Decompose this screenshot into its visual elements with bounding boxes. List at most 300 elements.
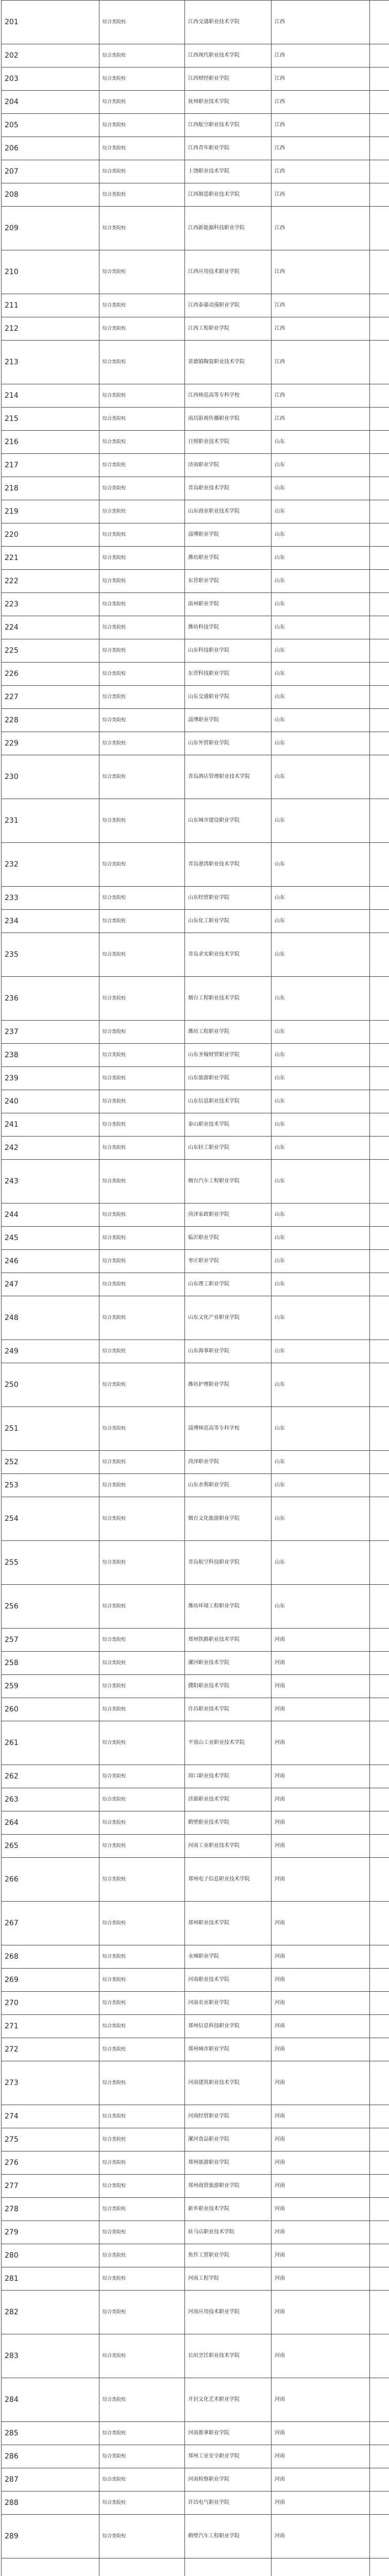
empty-cell bbox=[370, 1204, 389, 1227]
school-category: 综合类院校 bbox=[99, 2291, 185, 2334]
school-category: 综合类院校 bbox=[99, 977, 185, 1021]
school-category: 综合类院校 bbox=[99, 431, 185, 454]
table-row bbox=[2, 44, 389, 67]
empty-cell bbox=[370, 1835, 389, 1858]
row-number: 214 bbox=[2, 384, 99, 408]
school-name: 永城职业学院 bbox=[185, 1945, 272, 1969]
school-category: 综合类院校 bbox=[99, 2445, 185, 2468]
row-number: 229 bbox=[2, 732, 99, 755]
empty-cell bbox=[370, 1698, 389, 1721]
school-name: 山东化工职业学院 bbox=[185, 910, 272, 933]
school-name: 许昌电气职业学院 bbox=[185, 2492, 272, 2515]
row-number: 282 bbox=[2, 2291, 99, 2334]
table-row bbox=[2, 1675, 389, 1698]
school-name: 东营科技职业学院 bbox=[185, 663, 272, 686]
school-name: 青岛港湾职业技术学院 bbox=[185, 843, 272, 887]
school-province: 江西 bbox=[272, 67, 370, 91]
school-province: 山东 bbox=[272, 1021, 370, 1044]
row-number: 234 bbox=[2, 910, 99, 933]
table-row bbox=[2, 686, 389, 709]
school-province: 山东 bbox=[272, 616, 370, 639]
school-name: 焦作工贸职业学院 bbox=[185, 2244, 272, 2267]
table-row bbox=[2, 755, 389, 799]
row-number: 265 bbox=[2, 1835, 99, 1858]
row-number: 243 bbox=[2, 1160, 99, 1204]
school-category: 综合类院校 bbox=[99, 887, 185, 910]
school-category: 综合类院校 bbox=[99, 1296, 185, 1340]
school-name: 烟台汽车工程职业学院 bbox=[185, 1160, 272, 1204]
table-row bbox=[2, 2492, 389, 2515]
row-number: 277 bbox=[2, 2175, 99, 2198]
school-name: 开封文化艺术职业学院 bbox=[185, 2378, 272, 2422]
empty-cell bbox=[370, 294, 389, 317]
table-row bbox=[2, 2468, 389, 2492]
school-province: 河南 bbox=[272, 2221, 370, 2244]
empty-cell bbox=[370, 1811, 389, 1835]
row-number: 274 bbox=[2, 2105, 99, 2128]
school-name: 山东经贸职业学院 bbox=[185, 887, 272, 910]
school-province: 江西 bbox=[272, 1, 370, 44]
row-number: 267 bbox=[2, 1902, 99, 1945]
school-province: 山东 bbox=[272, 709, 370, 732]
school-province: 山东 bbox=[272, 686, 370, 709]
school-province: 山东 bbox=[272, 1497, 370, 1541]
row-number: 239 bbox=[2, 1067, 99, 1090]
school-category: 综合类院校 bbox=[99, 1227, 185, 1250]
row-number: 275 bbox=[2, 2128, 99, 2151]
table-row bbox=[2, 2515, 389, 2558]
school-name: 山东外贸职业学院 bbox=[185, 732, 272, 755]
school-name: 菏泽家政职业学院 bbox=[185, 1204, 272, 1227]
school-name: 淄博师范高等专科学校 bbox=[185, 1407, 272, 1451]
table-row bbox=[2, 2038, 389, 2061]
empty-cell bbox=[370, 2244, 389, 2267]
school-province: 山东 bbox=[272, 1113, 370, 1137]
table-row bbox=[2, 663, 389, 686]
table-row bbox=[2, 2291, 389, 2334]
row-number: 220 bbox=[2, 523, 99, 547]
table-row bbox=[2, 1340, 389, 1363]
row-number: 283 bbox=[2, 2334, 99, 2378]
row-number: 251 bbox=[2, 1407, 99, 1451]
table-row bbox=[2, 454, 389, 477]
table-row bbox=[2, 2015, 389, 2038]
table-row bbox=[2, 570, 389, 593]
empty-cell bbox=[370, 2445, 389, 2468]
empty-cell bbox=[370, 2558, 389, 2576]
school-name: 潍坊环境工程职业学院 bbox=[185, 1585, 272, 1629]
table-row bbox=[2, 2378, 389, 2422]
empty-cell bbox=[370, 2128, 389, 2151]
school-category: 综合类院校 bbox=[99, 384, 185, 408]
row-number: 263 bbox=[2, 1788, 99, 1811]
school-province: 山东 bbox=[272, 1451, 370, 1474]
row-number: 244 bbox=[2, 1204, 99, 1227]
school-province: 江西 bbox=[272, 294, 370, 317]
school-name: 菏泽职业学院 bbox=[185, 1451, 272, 1474]
row-number: 247 bbox=[2, 1273, 99, 1296]
school-name: 潍坊职业学院 bbox=[185, 547, 272, 570]
empty-cell bbox=[370, 207, 389, 250]
school-name: 郑州商贸旅游职业学院 bbox=[185, 2175, 272, 2198]
table-row bbox=[2, 2061, 389, 2105]
row-number: 250 bbox=[2, 1363, 99, 1407]
school-name: 许昌职业技术学院 bbox=[185, 1698, 272, 1721]
school-province: 山东 bbox=[272, 663, 370, 686]
school-name: 济南职业学院 bbox=[185, 454, 272, 477]
empty-cell bbox=[370, 1992, 389, 2015]
empty-cell bbox=[370, 686, 389, 709]
school-province: 河南 bbox=[272, 2291, 370, 2334]
school-name: 江西现代职业技术学院 bbox=[185, 44, 272, 67]
row-number: 288 bbox=[2, 2492, 99, 2515]
row-number: 207 bbox=[2, 160, 99, 183]
row-number: 257 bbox=[2, 1629, 99, 1652]
school-category: 综合类院校 bbox=[99, 732, 185, 755]
school-category: 综合类院校 bbox=[99, 477, 185, 500]
table-row bbox=[2, 207, 389, 250]
school-province: 山东 bbox=[272, 977, 370, 1021]
empty-cell bbox=[370, 933, 389, 977]
row-number: 241 bbox=[2, 1113, 99, 1137]
school-category: 综合类院校 bbox=[99, 2221, 185, 2244]
table-row bbox=[2, 2267, 389, 2291]
school-name: 郑州工业安全职业学院 bbox=[185, 2445, 272, 2468]
empty-cell bbox=[370, 639, 389, 663]
empty-cell bbox=[370, 2515, 389, 2558]
row-number: 224 bbox=[2, 616, 99, 639]
table-row bbox=[2, 1474, 389, 1497]
school-category: 综合类院校 bbox=[99, 2378, 185, 2422]
table-row bbox=[2, 1250, 389, 1273]
school-name: 山东轻工职业学院 bbox=[185, 1137, 272, 1160]
school-name: 江西新能源科技职业学院 bbox=[185, 207, 272, 250]
school-category: 综合类院校 bbox=[99, 1204, 185, 1227]
table-row bbox=[2, 709, 389, 732]
school-province: 山东 bbox=[272, 431, 370, 454]
row-number: 216 bbox=[2, 431, 99, 454]
row-number: 242 bbox=[2, 1137, 99, 1160]
school-province: 河南 bbox=[272, 2492, 370, 2515]
table-row bbox=[2, 1945, 389, 1969]
school-province: 江西 bbox=[272, 137, 370, 160]
row-number: 232 bbox=[2, 843, 99, 887]
table-row bbox=[2, 1044, 389, 1067]
empty-cell bbox=[370, 1858, 389, 1902]
table-row bbox=[2, 1585, 389, 1629]
school-name: 淄博职业学院 bbox=[185, 523, 272, 547]
school-name: 河南工业职业技术学院 bbox=[185, 1835, 272, 1858]
school-province: 山东 bbox=[272, 732, 370, 755]
school-name: 郑州电子信息职业技术学院 bbox=[185, 1858, 272, 1902]
school-name: 漯河职业技术学院 bbox=[185, 1652, 272, 1675]
table-row bbox=[2, 137, 389, 160]
empty-cell bbox=[370, 1629, 389, 1652]
school-province: 山东 bbox=[272, 500, 370, 523]
school-name: 山东海事职业学院 bbox=[185, 1340, 272, 1363]
school-province: 山东 bbox=[272, 593, 370, 616]
school-name: 上饶职业技术学院 bbox=[185, 160, 272, 183]
school-province: 江西 bbox=[272, 250, 370, 294]
school-category: 综合类院校 bbox=[99, 1113, 185, 1137]
school-category: 综合类院校 bbox=[99, 843, 185, 887]
table-row bbox=[2, 547, 389, 570]
empty-cell bbox=[370, 1765, 389, 1788]
row-number: 271 bbox=[2, 2015, 99, 2038]
empty-cell bbox=[370, 1250, 389, 1273]
row-number: 225 bbox=[2, 639, 99, 663]
school-name: 山东旅游职业学院 bbox=[185, 1067, 272, 1090]
empty-cell bbox=[370, 1969, 389, 1992]
school-category: 综合类院校 bbox=[99, 593, 185, 616]
table-row bbox=[2, 1765, 389, 1788]
school-category: 综合类院校 bbox=[99, 547, 185, 570]
table-row bbox=[2, 1, 389, 44]
row-number: 202 bbox=[2, 44, 99, 67]
empty-cell bbox=[370, 2175, 389, 2198]
empty-cell bbox=[370, 1541, 389, 1585]
school-category: 综合类院校 bbox=[99, 1788, 185, 1811]
table-row bbox=[2, 1296, 389, 1340]
table-row bbox=[2, 1273, 389, 1296]
school-category: 综合类院校 bbox=[99, 2061, 185, 2105]
school-category: 综合类院校 bbox=[99, 2422, 185, 2445]
school-province: 河南 bbox=[272, 1788, 370, 1811]
school-category: 综合类院校 bbox=[99, 341, 185, 384]
empty-cell bbox=[370, 2291, 389, 2334]
school-category: 综合类院校 bbox=[99, 137, 185, 160]
school-category: 综合类院校 bbox=[99, 1021, 185, 1044]
school-category: 综合类院校 bbox=[99, 1629, 185, 1652]
row-number: 268 bbox=[2, 1945, 99, 1969]
school-category: 综合类院校 bbox=[99, 207, 185, 250]
empty-cell bbox=[370, 2221, 389, 2244]
table-row bbox=[2, 2128, 389, 2151]
school-province: 河南 bbox=[272, 2175, 370, 2198]
school-category: 综合类院校 bbox=[99, 500, 185, 523]
school-province: 河南 bbox=[272, 2267, 370, 2291]
table-row bbox=[2, 1902, 389, 1945]
school-category: 综合类院校 bbox=[99, 2334, 185, 2378]
table-row bbox=[2, 431, 389, 454]
school-name: 滨州职业学院 bbox=[185, 593, 272, 616]
school-name: 抚州职业技术学院 bbox=[185, 91, 272, 114]
school-name: 江西航空职业技术学院 bbox=[185, 114, 272, 137]
empty-cell bbox=[370, 500, 389, 523]
row-number: 215 bbox=[2, 408, 99, 431]
empty-cell bbox=[370, 1902, 389, 1945]
empty-cell bbox=[370, 1273, 389, 1296]
empty-cell bbox=[370, 1652, 389, 1675]
school-province: 山东 bbox=[272, 1585, 370, 1629]
row-number: 236 bbox=[2, 977, 99, 1021]
school-province: 山东 bbox=[272, 1363, 370, 1407]
school-category: 综合类院校 bbox=[99, 2015, 185, 2038]
table-row bbox=[2, 114, 389, 137]
school-province: 山东 bbox=[272, 523, 370, 547]
school-category: 综合类院校 bbox=[99, 1652, 185, 1675]
empty-cell bbox=[370, 547, 389, 570]
table-row bbox=[2, 250, 389, 294]
empty-cell bbox=[370, 477, 389, 500]
row-number: 281 bbox=[2, 2267, 99, 2291]
school-province: 河南 bbox=[272, 1675, 370, 1698]
school-province: 山东 bbox=[272, 755, 370, 799]
table-row bbox=[2, 887, 389, 910]
school-name: 潍坊护理职业学院 bbox=[185, 1363, 272, 1407]
school-province: 江西 bbox=[272, 384, 370, 408]
row-number: 230 bbox=[2, 755, 99, 799]
school-name: 南昌影视传播职业学院 bbox=[185, 408, 272, 431]
row-number: 226 bbox=[2, 663, 99, 686]
school-province bbox=[272, 2558, 370, 2576]
school-province: 河南 bbox=[272, 2378, 370, 2422]
school-name: 郑州职业技术学院 bbox=[185, 1902, 272, 1945]
school-province: 山东 bbox=[272, 1340, 370, 1363]
school-category: 综合类院校 bbox=[99, 1698, 185, 1721]
school-province: 河南 bbox=[272, 1629, 370, 1652]
school-province: 山东 bbox=[272, 1044, 370, 1067]
school-name: 驻马店职业技术学院 bbox=[185, 2221, 272, 2244]
empty-cell bbox=[370, 1021, 389, 1044]
school-province: 山东 bbox=[272, 887, 370, 910]
table-row bbox=[2, 1858, 389, 1902]
empty-cell bbox=[370, 1, 389, 44]
school-province: 河南 bbox=[272, 2015, 370, 2038]
empty-cell bbox=[370, 1090, 389, 1113]
table-row bbox=[2, 523, 389, 547]
school-name: 江西工程职业学院 bbox=[185, 317, 272, 341]
school-name: 山东圣翰财贸职业学院 bbox=[185, 1044, 272, 1067]
row-number: 284 bbox=[2, 2378, 99, 2422]
school-name: 日照职业技术学院 bbox=[185, 431, 272, 454]
school-name: 江西师范高等专科学校 bbox=[185, 384, 272, 408]
school-category: 综合类院校 bbox=[99, 2468, 185, 2492]
empty-cell bbox=[370, 250, 389, 294]
row-number: 258 bbox=[2, 1652, 99, 1675]
table-row bbox=[2, 1090, 389, 1113]
row-number: 219 bbox=[2, 500, 99, 523]
school-name: 青岛酒店管理职业技术学院 bbox=[185, 755, 272, 799]
school-category: 综合类院校 bbox=[99, 183, 185, 207]
school-name: 枣庄职业学院 bbox=[185, 1250, 272, 1273]
table-row bbox=[2, 384, 389, 408]
table-row bbox=[2, 477, 389, 500]
row-number: 238 bbox=[2, 1044, 99, 1067]
school-category: 综合类院校 bbox=[99, 755, 185, 799]
empty-cell bbox=[370, 523, 389, 547]
table-row bbox=[2, 183, 389, 207]
school-category: 综合类院校 bbox=[99, 1160, 185, 1204]
row-number: 235 bbox=[2, 933, 99, 977]
table-row bbox=[2, 1969, 389, 1992]
school-category: 综合类院校 bbox=[99, 2128, 185, 2151]
school-category: 综合类院校 bbox=[99, 663, 185, 686]
table-row bbox=[2, 1721, 389, 1765]
empty-cell bbox=[370, 1113, 389, 1137]
school-name: 郑州城市职业学院 bbox=[185, 2038, 272, 2061]
school-province: 河南 bbox=[272, 1652, 370, 1675]
row-number: 248 bbox=[2, 1296, 99, 1340]
empty-cell bbox=[370, 1044, 389, 1067]
row-number: 264 bbox=[2, 1811, 99, 1835]
school-name: 济源职业技术学院 bbox=[185, 1788, 272, 1811]
row-number: 246 bbox=[2, 1250, 99, 1273]
school-province: 山东 bbox=[272, 1541, 370, 1585]
empty-cell bbox=[370, 1363, 389, 1407]
school-province: 河南 bbox=[272, 1721, 370, 1765]
row-number: 228 bbox=[2, 709, 99, 732]
empty-cell bbox=[370, 2015, 389, 2038]
school-category: 综合类院校 bbox=[99, 317, 185, 341]
school-name: 山东信息职业技术学院 bbox=[185, 1090, 272, 1113]
table-row bbox=[2, 294, 389, 317]
table-row bbox=[2, 1811, 389, 1835]
empty-cell bbox=[370, 1227, 389, 1250]
table-row bbox=[2, 1541, 389, 1585]
school-name: 漯河食品职业学院 bbox=[185, 2128, 272, 2151]
school-category: 综合类院校 bbox=[99, 408, 185, 431]
empty-cell bbox=[370, 1721, 389, 1765]
table-row bbox=[2, 408, 389, 431]
school-category: 综合类院校 bbox=[99, 1, 185, 44]
school-name: 泰山职业技术学院 bbox=[185, 1113, 272, 1137]
table-row bbox=[2, 1698, 389, 1721]
empty-cell bbox=[370, 2038, 389, 2061]
row-number: 218 bbox=[2, 477, 99, 500]
empty-cell bbox=[370, 1451, 389, 1474]
school-province: 山东 bbox=[272, 843, 370, 887]
school-category: 综合类院校 bbox=[99, 1067, 185, 1090]
school-category: 综合类院校 bbox=[99, 1902, 185, 1945]
table-row bbox=[2, 639, 389, 663]
school-province: 山东 bbox=[272, 1296, 370, 1340]
school-category: 综合类院校 bbox=[99, 799, 185, 843]
row-number: 217 bbox=[2, 454, 99, 477]
school-province: 山东 bbox=[272, 933, 370, 977]
school-category: 综合类院校 bbox=[99, 2515, 185, 2558]
table-row bbox=[2, 91, 389, 114]
empty-cell bbox=[370, 1160, 389, 1204]
empty-cell bbox=[370, 67, 389, 91]
school-name: 河南经贸职业学院 bbox=[185, 2105, 272, 2128]
empty-cell bbox=[370, 160, 389, 183]
school-province: 河南 bbox=[272, 1858, 370, 1902]
school-name: 山东商业职业技术学院 bbox=[185, 500, 272, 523]
row-number: 260 bbox=[2, 1698, 99, 1721]
row-number: 285 bbox=[2, 2422, 99, 2445]
empty-cell bbox=[370, 2198, 389, 2221]
table-row bbox=[2, 2558, 389, 2576]
school-province: 河南 bbox=[272, 2061, 370, 2105]
school-province: 山东 bbox=[272, 477, 370, 500]
row-number: 280 bbox=[2, 2244, 99, 2267]
row-number: 276 bbox=[2, 2151, 99, 2175]
school-province: 江西 bbox=[272, 160, 370, 183]
school-name: 鹤壁职业技术学院 bbox=[185, 1811, 272, 1835]
school-province: 山东 bbox=[272, 454, 370, 477]
school-category: 综合类院校 bbox=[99, 2038, 185, 2061]
school-name: 山东科技职业学院 bbox=[185, 639, 272, 663]
school-category: 综合类院校 bbox=[99, 1044, 185, 1067]
school-name: 江西制造职业技术学院 bbox=[185, 183, 272, 207]
school-name: 山东交通职业学院 bbox=[185, 686, 272, 709]
school-name: 江西青年职业学院 bbox=[185, 137, 272, 160]
empty-cell bbox=[370, 44, 389, 67]
school-category: 综合类院校 bbox=[99, 44, 185, 67]
row-number: 210 bbox=[2, 250, 99, 294]
school-name: 江西应用技术职业学院 bbox=[185, 250, 272, 294]
